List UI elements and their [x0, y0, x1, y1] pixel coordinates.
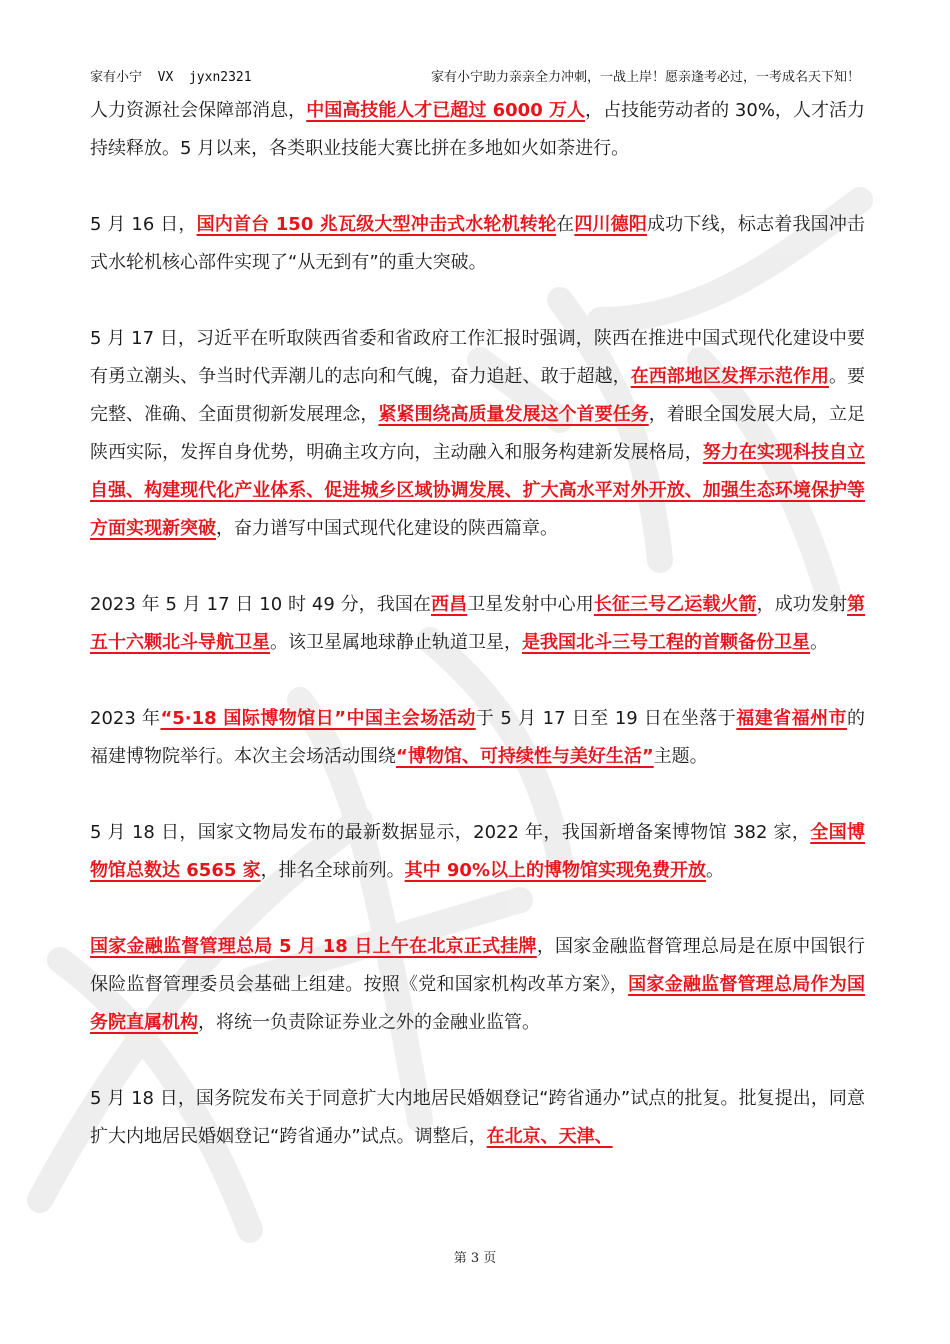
highlighted-text: 其中 90%以上的博物馆实现免费开放 [404, 860, 706, 881]
paragraph-text: 。该卫星属地球静止轨道卫星， [270, 632, 522, 653]
paragraph [90, 814, 865, 890]
paragraph-text: 于 5 月 17 日至 19 日在坐落于 [475, 708, 737, 729]
highlighted-text: 努力在实现科技自立自强、构建现代化产业体系、促进城乡区域协调发展、扩大高水平对外开放、加强生态环境保护等方面实现新突破 [90, 442, 866, 539]
paragraph-text: 5 月 16 日， [90, 214, 197, 235]
highlighted-text: 在西部地区发挥示范作用 [630, 366, 829, 387]
highlighted-text: “5·18 国际博物馆日”中国主会场活动 [160, 708, 476, 729]
paragraph-text: 人力资源社会保障部消息， [90, 100, 307, 121]
paragraph-text: ，成功发射 [756, 594, 848, 615]
paragraph-text: ，占技能劳动者的 30%，人才活力持续释放。5 月以来，各类职业技能大赛比拼在多地如火如荼进行。 [90, 100, 865, 159]
paragraph-text: ，将统一负责除证券业之外的金融业监管。 [198, 1012, 540, 1033]
paragraph-text: 。 [810, 632, 828, 653]
paragraph-text: ，着眼全国发展大局，立足陕西实际，发挥自身优势，明确主攻方向，主动融入和服务构建新发展格局， [90, 404, 866, 463]
highlighted-text: 全国博物馆总数达 6565 家 [90, 822, 865, 881]
paragraph [90, 700, 865, 776]
paragraph-text: 成功下线，标志着我国冲击式水轮机核心部件实现了“从无到有”的重大突破。 [90, 214, 866, 273]
paragraph-text: 5 月 18 日，国务院发布关于同意扩大内地居民婚姻登记“跨省通办”试点的批复。批复提出，同意扩大内地居民婚姻登记“跨省通办”试点。调整后， [90, 1088, 865, 1147]
page-header [90, 66, 860, 90]
paragraph-text: 。 [706, 860, 724, 881]
highlighted-text: 紧紧围绕高质量发展这个首要任务 [378, 404, 649, 425]
highlighted-text: 长征三号乙运载火箭 [593, 594, 757, 615]
page-number: 第 3 页 [453, 1251, 497, 1266]
highlighted-text: 四川德阳 [574, 214, 648, 235]
highlighted-text: 福建省福州市 [736, 708, 848, 729]
paragraph-text: 5 月 18 日，国家文物局发布的最新数据显示，2022 年，我国新增备案博物馆 382 家， [90, 822, 811, 843]
paragraph-text: 的福建博物院举行。本次主会场活动围绕 [90, 708, 866, 767]
highlighted-text: 西昌 [431, 594, 468, 615]
paragraph [90, 92, 865, 168]
paragraph-text: ，国家金融监督管理总局是在原中国银行保险监督管理委员会基础上组建。按照《党和国家机构改革方案》， [90, 936, 866, 995]
highlighted-text: 国家金融监督管理总局作为国务院直属机构 [90, 974, 865, 1033]
highlighted-text: 在北京、天津、 [486, 1126, 613, 1147]
paragraph [90, 206, 865, 282]
highlighted-text: 中国高技能人才已超过 6000 万人 [306, 100, 586, 121]
paragraph-text: 5 月 17 日，习近平在听取陕西省委和省政府工作汇报时强调，陕西在推进中国式现代化建设中要有勇立潮头、争当时代弄潮儿的志向和气魄，奋力追赶、敢于超越， [90, 328, 865, 387]
highlighted-text: 第五十六颗北斗导航卫星 [90, 594, 866, 653]
paragraph [90, 928, 865, 1042]
paragraph-text: ，奋力谱写中国式现代化建设的陕西篇章。 [216, 518, 558, 539]
paragraph-text: 2023 年 5 月 17 日 10 时 49 分，我国在 [90, 594, 432, 615]
paragraph [90, 320, 865, 548]
header-left-text: 家有小宁 VX jyxn2321 [90, 70, 252, 85]
paragraph-text: 卫星发射中心用 [467, 594, 594, 615]
highlighted-text: 是我国北斗三号工程的首颗备份卫星 [522, 632, 810, 653]
paragraph-text: 在 [556, 214, 575, 235]
paragraph-text: ，排名全球前列。 [260, 860, 405, 881]
document-body [90, 92, 865, 1194]
highlighted-text: 国内首台 150 兆瓦级大型冲击式水轮机转轮 [196, 214, 557, 235]
paragraph-text: 主题。 [653, 746, 708, 767]
paragraph-text: 。要完整、准确、全面贯彻新发展理念， [90, 366, 866, 425]
header-right-text: 家有小宁助力亲亲全力冲刺，一战上岸！愿亲逢考必过，一考成名天下知！ [430, 70, 860, 85]
paragraph [90, 586, 865, 662]
highlighted-text: 国家金融监督管理总局 5 月 18 日上午在北京正式挂牌 [90, 936, 537, 957]
paragraph-text: 2023 年 [90, 708, 161, 729]
paragraph [90, 1080, 865, 1156]
highlighted-text: “博物馆、可持续性与美好生活” [396, 746, 654, 767]
